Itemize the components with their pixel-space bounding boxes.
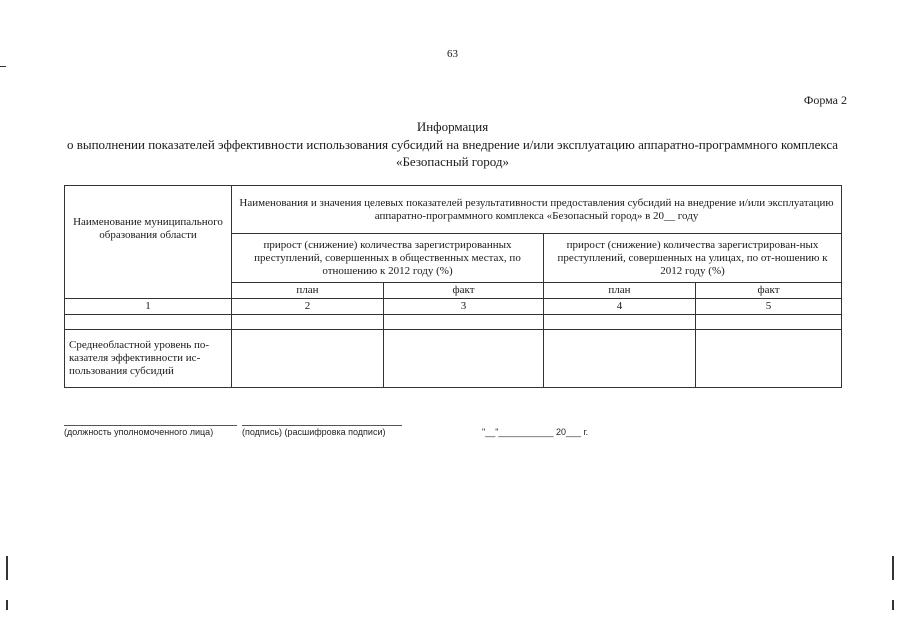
fact-header: факт bbox=[384, 283, 544, 299]
empty-cell[interactable] bbox=[232, 315, 384, 330]
column-number: 4 bbox=[544, 299, 696, 315]
signature-line bbox=[242, 425, 402, 426]
plan-value-cell[interactable] bbox=[232, 330, 384, 388]
municipality-header: Наименование муниципального образования области bbox=[65, 186, 232, 299]
plan-header: план bbox=[544, 283, 696, 299]
regional-average-row-label: Среднеобластной уровень по-казателя эффективности ис-пользования субсидий bbox=[65, 330, 232, 388]
fact-value-cell[interactable] bbox=[696, 330, 842, 388]
streets-subheader: прирост (снижение) количества зарегистрирован-ных преступлений, совершенных на улицах, по от-ношению к 2012 году (%) bbox=[544, 234, 842, 283]
report-table bbox=[64, 185, 842, 388]
left-edge-mark bbox=[6, 556, 8, 580]
right-edge-mark bbox=[892, 556, 894, 580]
document-title: Информация bbox=[416, 119, 489, 134]
column-number: 2 bbox=[232, 299, 384, 315]
column-number: 3 bbox=[384, 299, 544, 315]
plan-value-cell[interactable] bbox=[544, 330, 696, 388]
indicators-group-header: Наименования и значения целевых показателей результативности предоставления субсидий на внедрение и/или эксплуатацию аппаратно-программного комплекса «Безопасный город» в 20__ году bbox=[232, 186, 842, 234]
form-label: Форма 2 bbox=[803, 93, 847, 107]
empty-cell[interactable] bbox=[544, 315, 696, 330]
empty-cell[interactable] bbox=[384, 315, 544, 330]
document-subtitle: о выполнении показателей эффективности использования субсидий на внедрение и/или эксплуатацию аппаратно-программного комплекса «Безопасный город» bbox=[66, 137, 839, 169]
empty-cell[interactable] bbox=[65, 315, 232, 330]
left-edge-tick bbox=[0, 66, 6, 67]
page-number: 63 bbox=[447, 48, 458, 60]
empty-cell[interactable] bbox=[696, 315, 842, 330]
public-places-subheader: прирост (снижение) количества зарегистрированных преступлений, совершенных в общественных местах, по отношению к 2012 году (%) bbox=[232, 234, 544, 283]
position-caption: (должность уполномоченного лица) bbox=[64, 427, 214, 437]
position-signature-line bbox=[64, 425, 237, 426]
column-number: 1 bbox=[65, 299, 232, 315]
signature-caption: (подпись) (расшифровка подписи) bbox=[242, 427, 386, 437]
date-field: "__"___________ 20___ г. bbox=[482, 427, 589, 437]
fact-value-cell[interactable] bbox=[384, 330, 544, 388]
plan-header: план bbox=[232, 283, 384, 299]
right-edge-mark bbox=[892, 600, 894, 610]
column-number: 5 bbox=[696, 299, 842, 315]
left-edge-mark bbox=[6, 600, 8, 610]
fact-header: факт bbox=[696, 283, 842, 299]
